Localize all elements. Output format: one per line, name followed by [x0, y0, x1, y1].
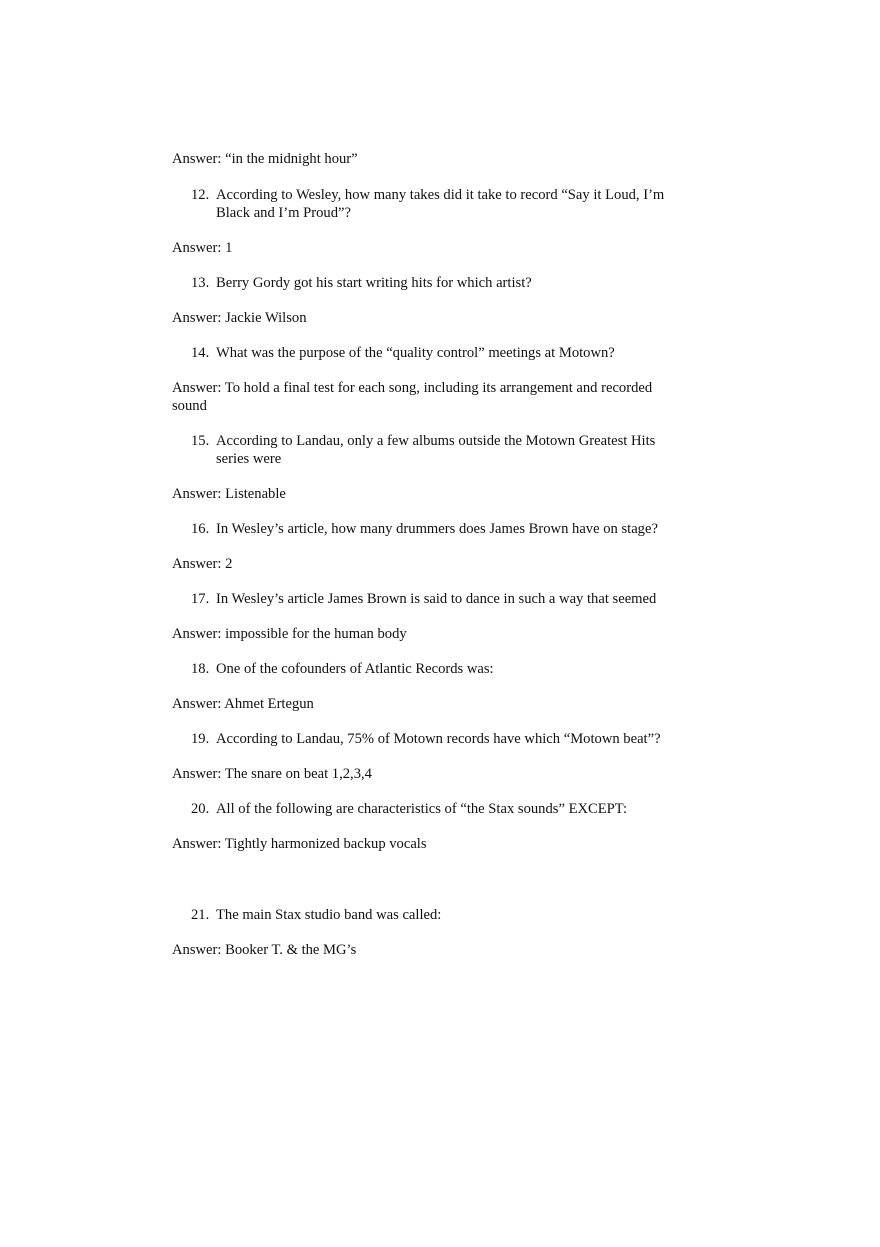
question-text: In Wesley’s article, how many drummers does James Brown have on stage?	[216, 521, 658, 537]
question-19	[172, 730, 682, 748]
qa-item-13	[172, 274, 682, 327]
question-text: In Wesley’s article James Brown is said to dance in such a way that seemed	[216, 591, 657, 607]
question-18	[172, 660, 682, 678]
answer-17: Answer: impossible for the human body	[172, 626, 407, 642]
answer-16: Answer: 2	[172, 556, 233, 572]
answer-14: Answer: To hold a final test for each song, including its arrangement and recorded sound	[172, 380, 653, 414]
question-text: According to Wesley, how many takes did it take to record “Say it Loud, I’m Black and I’m Proud”?	[216, 187, 665, 221]
answer-21: Answer: Booker T. & the MG’s	[172, 942, 357, 958]
answer-20: Answer: Tightly harmonized backup vocals	[172, 836, 427, 852]
question-13	[172, 274, 682, 292]
answer-19: Answer: The snare on beat 1,2,3,4	[172, 766, 372, 782]
answer-13: Answer: Jackie Wilson	[172, 310, 307, 326]
question-14	[172, 344, 682, 362]
qa-item-18	[172, 660, 682, 713]
question-text: According to Landau, only a few albums outside the Motown Greatest Hits series were	[216, 433, 656, 467]
answer-12: Answer: 1	[172, 240, 233, 256]
question-number: 20.	[191, 801, 210, 817]
question-16	[172, 520, 682, 538]
question-number: 21.	[191, 907, 210, 923]
question-number: 17.	[191, 591, 210, 607]
question-number: 15.	[191, 433, 210, 449]
qa-item-21	[172, 906, 682, 959]
question-text: What was the purpose of the “quality control” meetings at Motown?	[216, 345, 615, 361]
question-number: 14.	[191, 345, 210, 361]
question-number: 19.	[191, 731, 210, 747]
question-21	[172, 906, 682, 924]
question-number: 13.	[191, 275, 210, 291]
answer-15: Answer: Listenable	[172, 486, 286, 502]
qa-item-20	[172, 800, 682, 853]
question-number: 12.	[191, 187, 210, 203]
qa-item-14	[172, 344, 682, 415]
question-number: 16.	[191, 521, 210, 537]
question-text: The main Stax studio band was called:	[216, 907, 442, 923]
qa-item-12	[172, 186, 682, 257]
answer-11: Answer: “in the midnight hour”	[172, 151, 358, 167]
qa-item-19	[172, 730, 682, 783]
question-text: One of the cofounders of Atlantic Records was:	[216, 661, 494, 677]
qa-item-15	[172, 432, 682, 503]
question-15	[172, 432, 682, 468]
question-17	[172, 590, 682, 608]
question-text: All of the following are characteristics of “the Stax sounds” EXCEPT:	[216, 801, 628, 817]
question-text: According to Landau, 75% of Motown records have which “Motown beat”?	[216, 731, 661, 747]
question-12	[172, 186, 682, 222]
qa-item-16	[172, 520, 682, 573]
question-answer-list	[172, 186, 682, 976]
question-text: Berry Gordy got his start writing hits for which artist?	[216, 275, 532, 291]
qa-item-17	[172, 590, 682, 643]
answer-18: Answer: Ahmet Ertegun	[172, 696, 314, 712]
question-20	[172, 800, 682, 818]
question-number: 18.	[191, 661, 210, 677]
